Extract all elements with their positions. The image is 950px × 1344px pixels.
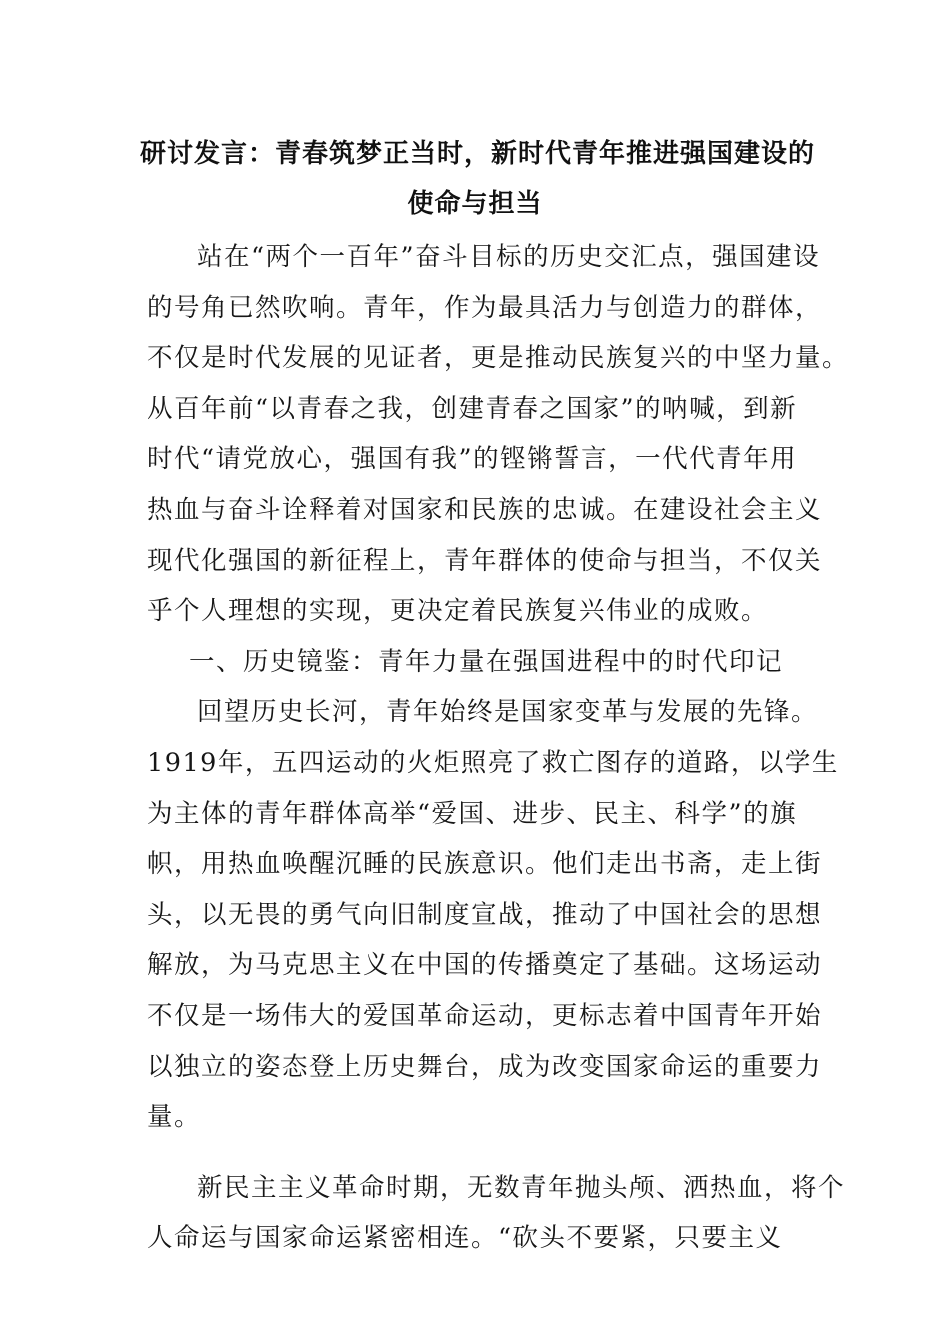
paragraph-1-line: 从百年前“以青春之我，创建青春之国家”的呐喊，到新: [147, 393, 798, 424]
paragraph-2-line: 为主体的青年群体高举“爱国、进步、民主、科学”的旗: [147, 798, 798, 829]
paragraph-2-line: 不仅是一场伟大的爱国革命运动，更标志着中国青年开始: [147, 1000, 823, 1031]
paragraph-gap: [147, 1143, 807, 1163]
paragraph-1-line: 站在“两个一百年”奋斗目标的历史交汇点，强国建设: [197, 242, 821, 272]
paragraph-3-line: 人命运与国家命运紧密相连。“砍头不要紧，只要主义: [147, 1223, 783, 1254]
paragraph-1-line: 现代化强国的新征程上，青年群体的使命与担当，不仅关: [147, 545, 823, 576]
paragraph-1-line: 时代“请党放心，强国有我”的铿锵誓言，一代代青年用: [147, 444, 798, 475]
paragraph-1-line: 的号角已然吹响。青年，作为最具活力与创造力的群体，: [147, 292, 823, 323]
paragraph-2-line: 头，以无畏的勇气向旧制度宣战，推动了中国社会的思想: [147, 899, 823, 930]
document-body: [147, 232, 850, 1264]
paragraph-2-line: 回望历史长河，青年始终是国家变革与发展的先锋。: [197, 697, 819, 728]
paragraph-1-line: 热血与奋斗诠释着对国家和民族的忠诚。在建设社会主义: [147, 494, 823, 525]
paragraph-2-line: 解放，为马克思主义在中国的传播奠定了基础。这场运动: [147, 950, 823, 981]
paragraph-1-line: 乎个人理想的实现，更决定着民族复兴伟业的成败。: [147, 596, 769, 627]
document-title-line-2: 使命与担当: [407, 189, 543, 219]
paragraph-2-line: 量。: [147, 1102, 202, 1133]
paragraph-2-line: 1919年，五四运动的火炬照亮了救亡图存的道路，以学生: [147, 747, 839, 778]
section-heading: 一、历史镜鉴：青年力量在强国进程中的时代印记: [189, 646, 784, 677]
paragraph-2-line: 帜，用热血唤醒沉睡的民族意识。他们走出书斋，走上街: [147, 849, 823, 880]
paragraph-3-line: 新民主主义革命时期，无数青年抛头颅、洒热血，将个: [197, 1172, 846, 1203]
document-title-line-1: 研讨发言：青春筑梦正当时，新时代青年推进强国建设的: [140, 139, 816, 169]
paragraph-2-line: 以独立的姿态登上历史舞台，成为改变国家命运的重要力: [147, 1051, 823, 1082]
paragraph-1-line: 不仅是时代发展的见证者，更是推动民族复兴的中坚力量。: [147, 343, 850, 374]
